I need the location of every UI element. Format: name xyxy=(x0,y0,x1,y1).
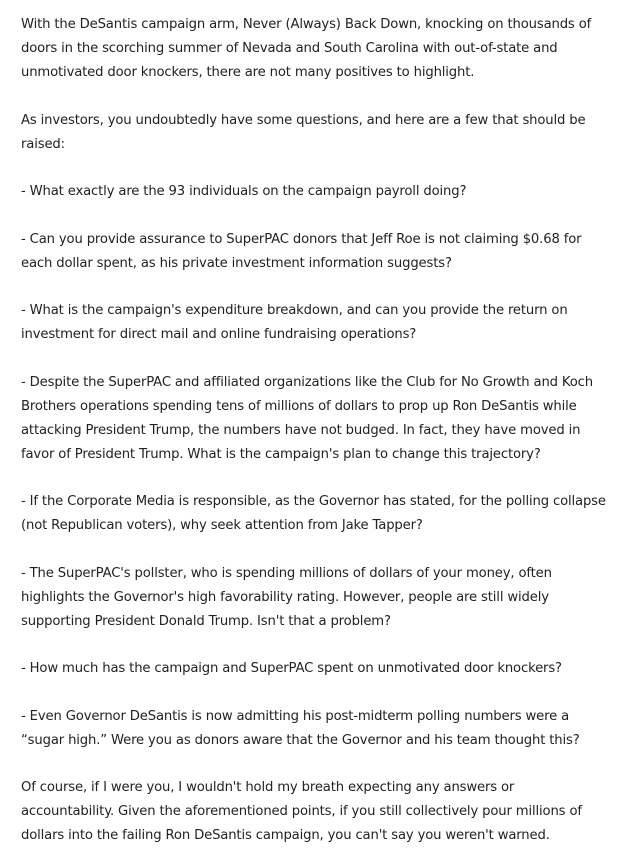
question-jeff-roe: - Can you provide assurance to SuperPAC donors that Jeff Roe is not claiming $0.68 for each dollar spent, as his private investment information suggests? xyxy=(21,231,582,271)
question-door-knockers: - How much has the campaign and SuperPAC spent on unmotivated door knockers? xyxy=(21,661,562,676)
question-payroll: - What exactly are the 93 individuals on the campaign payroll doing? xyxy=(21,184,467,199)
closing-paragraph: Of course, if I were you, I wouldn't hold my breath expecting any answers or accountability. Given the aforementioned points, if you still collectively pour millions of dollars into the failing Ron DeSantis campaign, you can't say you weren't warned. xyxy=(21,780,582,843)
question-expenditure: - What is the campaign's expenditure breakdown, and can you provide the return on investment for direct mail and online fundraising operations? xyxy=(21,303,568,342)
question-sugar-high: - Even Governor DeSantis is now admitting his post-midterm polling numbers were a “sugar high.” Were you as donors aware that the Governor and his team thought this? xyxy=(21,708,580,748)
intro-paragraph: With the DeSantis campaign arm, Never (Always) Back Down, knocking on thousands of doors in the scorching summer of Nevada and South Carolina with out-of-state and unmotivated door knockers, there are not many positives to highlight. xyxy=(21,17,592,80)
questions-intro-paragraph: As investors, you undoubtedly have some questions, and here are a few that should be raised: xyxy=(21,112,586,152)
question-corporate-media: - If the Corporate Media is responsible, as the Governor has stated, for the polling collapse (not Republican voters), why seek attention from Jake Tapper? xyxy=(21,494,606,533)
question-pollster: - The SuperPAC's pollster, who is spending millions of dollars of your money, often highlights the Governor's high favorability rating. However, people are still widely supporting President Donald Trump. Isn't that a problem? xyxy=(21,565,552,629)
question-trajectory: - Despite the SuperPAC and affiliated organizations like the Club for No Growth and Koch Brothers operations spending tens of millions of dollars to prop up Ron DeSantis while attacking President Trump, the numbers have not budged. In fact, they have moved in favor of President Trump. What is the campaign's plan to change this trajectory? xyxy=(21,374,593,462)
